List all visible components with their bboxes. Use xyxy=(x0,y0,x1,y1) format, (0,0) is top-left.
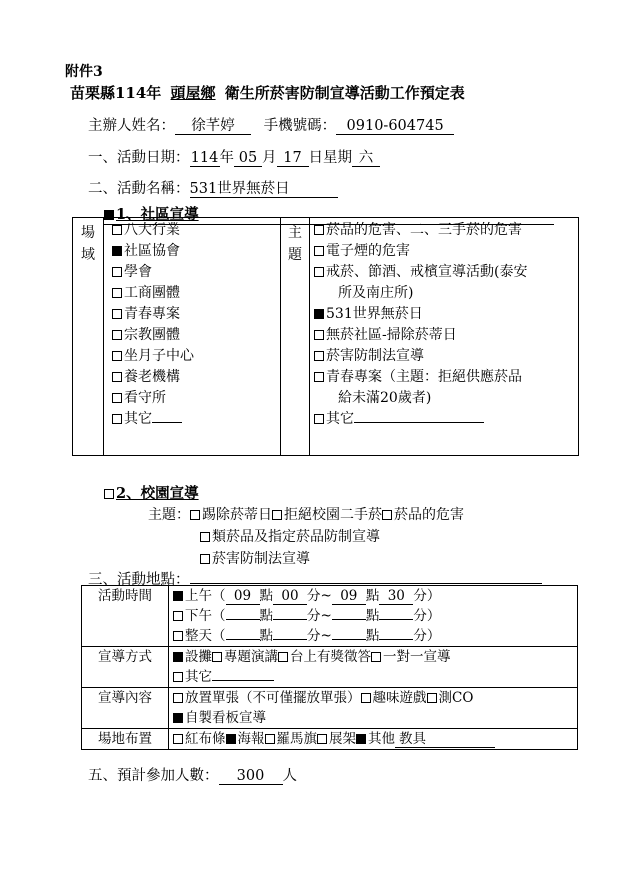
topic-option[interactable] xyxy=(314,241,578,262)
section2-title xyxy=(104,482,199,503)
layout-option[interactable]: 其他 xyxy=(368,731,395,747)
layout-option[interactable]: 紅布條 xyxy=(185,731,226,747)
venue-header-char-1: 場 xyxy=(81,225,95,241)
layout-row xyxy=(169,729,578,750)
schedule-table xyxy=(81,585,578,750)
venue-label: 工商團體 xyxy=(124,285,180,301)
title-township: 頭屋鄉 xyxy=(170,84,216,102)
date-day-unit: 日星期 xyxy=(308,150,352,166)
topic-option-cont: 所及南庄所) xyxy=(338,285,414,301)
method-option[interactable]: 設攤 xyxy=(185,649,212,665)
pm-start-hour[interactable] xyxy=(226,619,260,620)
activity-name-value: 531世界無菸日 xyxy=(190,181,338,198)
method-other-blank[interactable] xyxy=(212,680,274,681)
venue-option[interactable] xyxy=(112,388,280,409)
venue-option[interactable] xyxy=(112,241,280,262)
min-unit: 分 xyxy=(413,628,427,644)
venue-label: 學會 xyxy=(124,264,152,280)
date-year: 114 xyxy=(190,150,219,166)
venue-label: 八大行業 xyxy=(124,222,180,238)
section1-title-text: 1、社區宣導 xyxy=(116,206,199,223)
topic-label: 無菸社區-掃除菸蒂日 xyxy=(326,327,457,343)
venue-other-blank[interactable] xyxy=(152,422,182,423)
venue-option[interactable] xyxy=(112,346,280,367)
checkbox-checked-icon[interactable] xyxy=(173,591,183,601)
checkbox-icon[interactable] xyxy=(173,693,183,703)
section2-topic-label: 主題： xyxy=(148,507,190,523)
school-option[interactable]: 類菸品及指定菸品防制宣導 xyxy=(212,529,380,545)
phone-label: 手機號碼： xyxy=(263,118,337,134)
checkbox-checked-icon[interactable] xyxy=(226,734,236,744)
venue-header xyxy=(73,218,104,456)
school-option[interactable]: 踢除菸蒂日 xyxy=(202,507,272,523)
content-option[interactable]: 測CO xyxy=(438,690,474,706)
checkbox-icon[interactable] xyxy=(112,414,122,424)
activity-name-row xyxy=(88,177,338,198)
topic-option[interactable] xyxy=(314,325,578,346)
content-option[interactable]: 放置單張（不可僅擺放單張） xyxy=(185,690,361,706)
checkbox-icon[interactable] xyxy=(112,330,122,340)
attendance-label: 五、預計參加人數： xyxy=(88,768,219,784)
page-title xyxy=(70,82,465,103)
method-option[interactable]: 專題演講 xyxy=(224,649,278,665)
checkbox-icon[interactable] xyxy=(200,532,210,542)
layout-option[interactable]: 展架 xyxy=(329,731,356,747)
community-table xyxy=(72,217,579,456)
checkbox-icon[interactable] xyxy=(200,554,210,564)
hour-unit: 點 xyxy=(365,608,380,624)
activity-name-label: 二、活動名稱： xyxy=(88,181,190,197)
organizer-name-label: 主辦人姓名： xyxy=(88,118,175,134)
date-day: 17 xyxy=(277,150,309,167)
checkbox-icon[interactable] xyxy=(361,693,371,703)
school-option[interactable]: 菸品的危害 xyxy=(394,507,464,523)
topic-options xyxy=(310,218,579,456)
checkbox-icon[interactable] xyxy=(190,510,200,520)
am-label: 上午（ xyxy=(185,588,226,604)
topic-label: 菸品的危害、二、三手菸的危害 xyxy=(326,222,522,238)
topic-option-other[interactable] xyxy=(314,409,578,430)
location-label: 三、活動地點： xyxy=(88,572,190,588)
content-row xyxy=(169,688,578,709)
dash: ~ xyxy=(320,608,332,624)
checkbox-icon[interactable] xyxy=(112,351,122,361)
checkbox-icon[interactable] xyxy=(173,631,183,641)
hour-unit: 點 xyxy=(259,608,273,624)
allday-label: 整天（ xyxy=(185,628,226,644)
checkbox-checked-icon[interactable] xyxy=(173,713,183,723)
checkbox-checked-icon[interactable] xyxy=(356,734,366,744)
pm-end-min[interactable] xyxy=(379,619,413,620)
attendance-row xyxy=(88,764,297,785)
date-label: 一、活動日期： xyxy=(88,150,190,166)
checkbox-icon[interactable] xyxy=(112,288,122,298)
venue-label: 青春專案 xyxy=(124,306,180,322)
venue-label: 其它 xyxy=(124,411,152,427)
am-start-min[interactable]: 00 xyxy=(273,588,307,605)
attachment-label: 附件3 xyxy=(65,64,103,80)
phone-value: 0910-604745 xyxy=(336,118,454,135)
venue-option[interactable] xyxy=(112,325,280,346)
allday-row xyxy=(169,626,578,647)
checkbox-icon[interactable] xyxy=(112,225,122,235)
am-end-min[interactable]: 30 xyxy=(379,588,413,605)
checkbox-icon[interactable] xyxy=(112,309,122,319)
hour-unit: 點 xyxy=(365,628,380,644)
checkbox-icon[interactable] xyxy=(314,267,324,277)
school-option[interactable]: 拒絕校園二手菸 xyxy=(284,507,382,523)
content-option[interactable]: 自製看板宣導 xyxy=(185,710,266,726)
topic-option[interactable] xyxy=(314,304,578,325)
venue-option[interactable] xyxy=(112,283,280,304)
topic-header xyxy=(281,218,310,456)
checkbox-icon[interactable] xyxy=(112,393,122,403)
min-unit: 分 xyxy=(307,588,321,604)
checkbox-icon[interactable] xyxy=(278,652,288,662)
venue-option[interactable] xyxy=(112,220,280,241)
venue-label: 養老機構 xyxy=(124,369,180,385)
attendance-unit: 人 xyxy=(282,768,297,784)
dash: ~ xyxy=(320,628,332,644)
section2-checkbox[interactable] xyxy=(104,489,114,499)
checkbox-icon[interactable] xyxy=(173,734,183,744)
allday-end-hour[interactable] xyxy=(332,639,366,640)
topic-option[interactable] xyxy=(314,262,578,283)
venue-label: 坐月子中心 xyxy=(124,348,194,364)
date-year-unit: 年 xyxy=(219,150,234,166)
topic-label: 菸害防制法宣導 xyxy=(326,348,424,364)
content-option[interactable]: 趣味遊戲 xyxy=(372,690,427,706)
section2-title-text: 2、校園宣導 xyxy=(116,485,199,502)
checkbox-icon[interactable] xyxy=(314,225,324,235)
checkbox-icon[interactable] xyxy=(112,267,122,277)
date-month-unit: 月 xyxy=(262,150,277,166)
checkbox-icon[interactable] xyxy=(272,510,282,520)
venue-label: 看守所 xyxy=(124,390,166,406)
title-prefix: 苗栗縣114年 xyxy=(70,84,162,102)
allday-start-hour[interactable] xyxy=(226,639,260,640)
method-option[interactable]: 其它 xyxy=(185,669,212,685)
venue-option[interactable] xyxy=(112,304,280,325)
checkbox-icon[interactable] xyxy=(314,246,324,256)
pm-row xyxy=(169,606,578,626)
venue-label: 社區協會 xyxy=(124,243,180,259)
topic-label: 青春專案（主題：拒絕供應菸品 xyxy=(326,369,522,385)
date-weekday: 六 xyxy=(352,150,380,167)
checkbox-icon[interactable] xyxy=(314,372,324,382)
content-header: 宣導內容 xyxy=(82,688,169,729)
topic-other-blank[interactable] xyxy=(354,422,484,423)
checkbox-checked-icon[interactable] xyxy=(314,309,324,319)
pm-label: 下午（ xyxy=(185,608,226,624)
am-row xyxy=(169,586,578,607)
checkbox-icon[interactable] xyxy=(265,734,275,744)
pm-start-min[interactable] xyxy=(273,619,307,620)
min-unit: 分 xyxy=(413,608,427,624)
topic-header-char-2: 題 xyxy=(288,247,302,263)
venue-label: 宗教團體 xyxy=(124,327,180,343)
topic-label: 其它 xyxy=(326,411,354,427)
topic-label: 電子煙的危害 xyxy=(326,243,410,259)
venue-option-other[interactable] xyxy=(112,409,280,430)
method-option[interactable]: 一對一宣導 xyxy=(383,649,451,665)
pm-end-hour[interactable] xyxy=(332,619,366,620)
min-unit: 分 xyxy=(307,608,321,624)
checkbox-icon[interactable] xyxy=(427,693,437,703)
topic-option[interactable] xyxy=(314,220,578,241)
hour-unit: 點 xyxy=(259,628,273,644)
hour-unit: 點 xyxy=(259,588,273,604)
checkbox-icon[interactable] xyxy=(314,330,324,340)
checkbox-icon[interactable] xyxy=(317,734,327,744)
layout-header: 場地布置 xyxy=(82,729,169,750)
am-end-hour[interactable]: 09 xyxy=(332,588,366,605)
layout-option[interactable]: 海報 xyxy=(237,731,265,747)
min-unit: 分 xyxy=(413,588,427,604)
date-month: 05 xyxy=(234,150,262,167)
layout-option[interactable]: 羅馬旗 xyxy=(276,731,317,747)
close-paren: ） xyxy=(426,628,441,644)
checkbox-icon[interactable] xyxy=(173,611,183,621)
topic-option[interactable] xyxy=(314,367,578,388)
venue-option[interactable] xyxy=(112,262,280,283)
checkbox-icon[interactable] xyxy=(112,372,122,382)
method-option[interactable]: 台上有獎徵答 xyxy=(290,649,371,665)
min-unit: 分 xyxy=(307,628,321,644)
time-header: 活動時間 xyxy=(82,586,169,647)
method-header: 宣導方式 xyxy=(82,647,169,688)
venue-header-char-2: 域 xyxy=(81,247,95,263)
am-start-hour[interactable]: 09 xyxy=(226,588,260,605)
topic-option-cont: 給未滿20歲者) xyxy=(338,390,432,406)
date-row xyxy=(88,146,380,167)
topic-label: 531世界無菸日 xyxy=(326,306,423,322)
allday-end-min[interactable] xyxy=(379,639,413,640)
venue-options xyxy=(104,218,281,456)
method-other-row xyxy=(169,667,578,688)
checkbox-icon[interactable] xyxy=(314,414,324,424)
content-row-2 xyxy=(169,708,578,729)
topic-label: 戒菸、節酒、戒檳宣導活動(泰安 xyxy=(326,264,528,280)
topic-header-char-1: 主 xyxy=(288,225,302,241)
checkbox-icon[interactable] xyxy=(212,652,222,662)
checkbox-checked-icon[interactable] xyxy=(173,652,183,662)
checkbox-icon[interactable] xyxy=(314,351,324,361)
checkbox-icon[interactable] xyxy=(382,510,392,520)
organizer-row xyxy=(88,114,454,135)
venue-option[interactable] xyxy=(112,367,280,388)
dash: ~ xyxy=(320,588,332,604)
organizer-name: 徐芊婷 xyxy=(175,118,251,135)
title-suffix: 衛生所菸害防制宣導活動工作預定表 xyxy=(224,84,465,102)
allday-start-min[interactable] xyxy=(273,639,307,640)
attendance-value[interactable]: 300 xyxy=(219,768,283,785)
close-paren: ） xyxy=(426,588,441,604)
method-row xyxy=(169,647,578,668)
hour-unit: 點 xyxy=(365,588,380,604)
topic-option[interactable] xyxy=(314,346,578,367)
checkbox-checked-icon[interactable] xyxy=(112,246,122,256)
location-value[interactable] xyxy=(190,583,542,584)
close-paren: ） xyxy=(426,608,441,624)
school-option[interactable]: 菸害防制法宣導 xyxy=(212,551,310,567)
section2-topics xyxy=(148,504,464,570)
checkbox-icon[interactable] xyxy=(371,652,381,662)
layout-other-value[interactable]: 教具 xyxy=(395,731,495,748)
checkbox-icon[interactable] xyxy=(173,672,183,682)
